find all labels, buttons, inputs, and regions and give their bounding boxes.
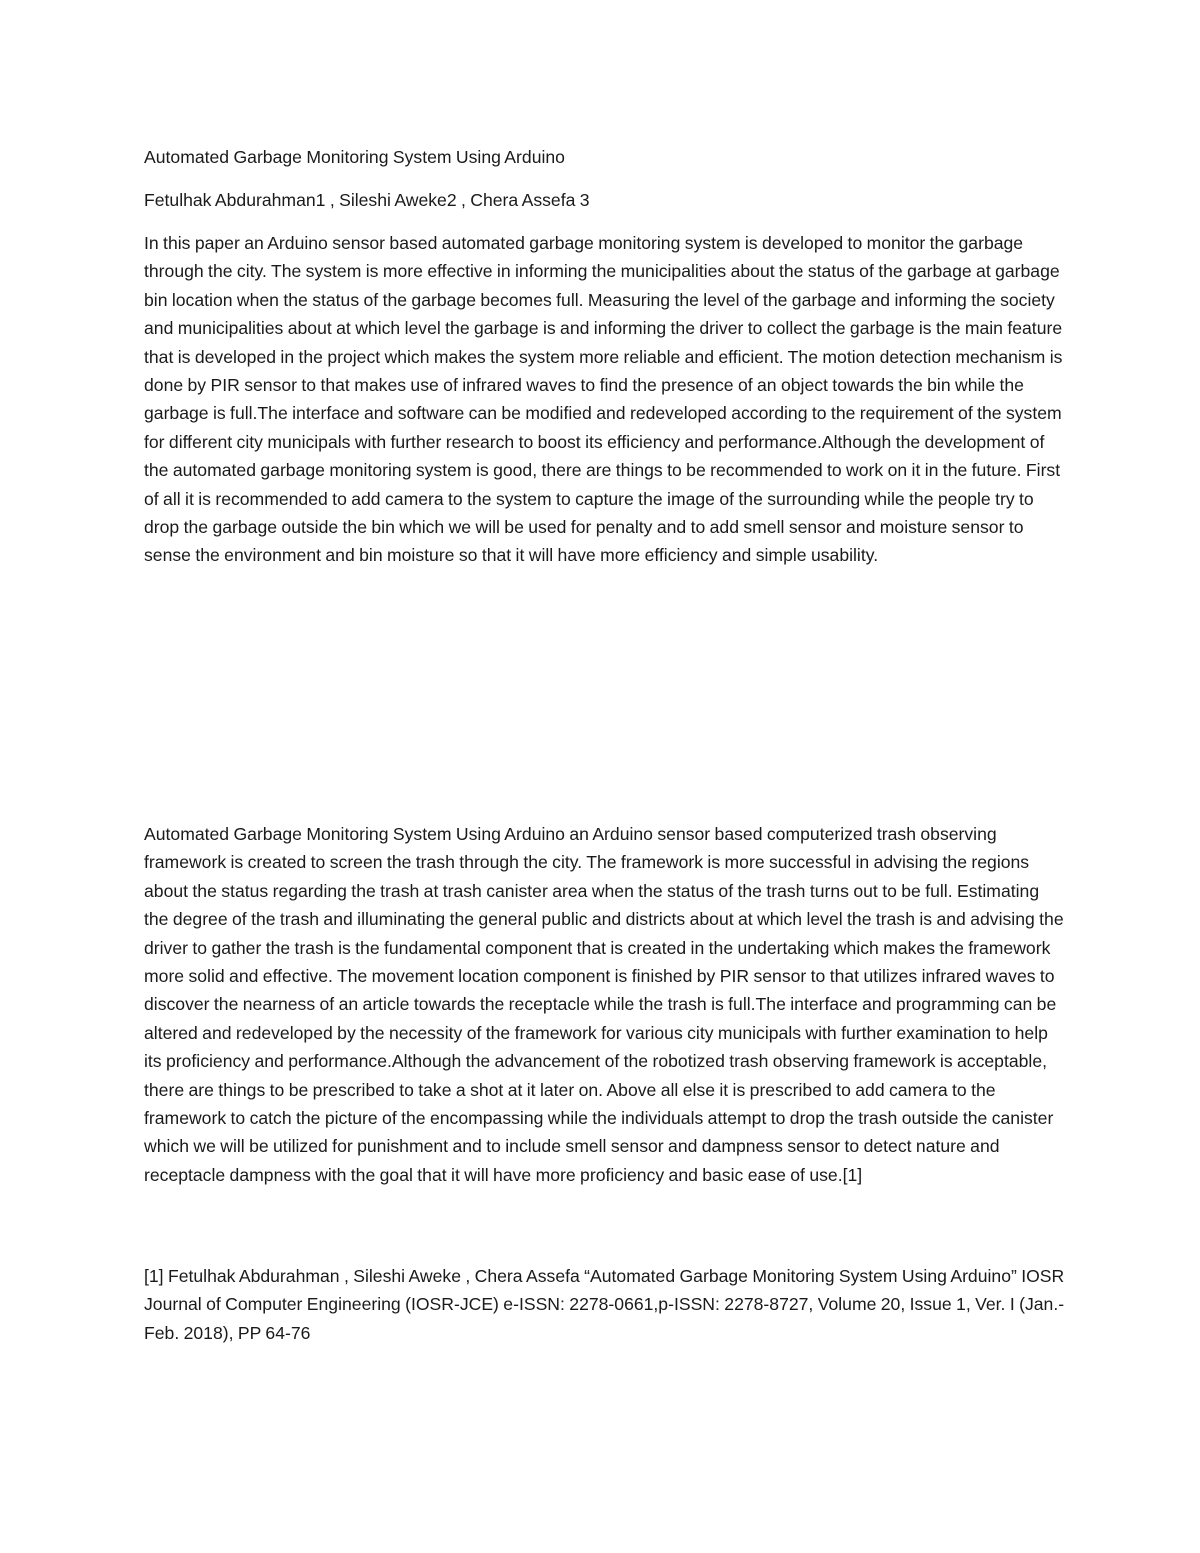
- reference-citation: [1] Fetulhak Abdurahman , Sileshi Aweke , Chera Assefa “Automated Garbage Monitoring System Using Arduino” IOSR Journal of Computer Engineering (IOSR-JCE) e-ISSN: 2278-0661,p-ISSN: 2278-8727, Volume 20, Issue 1, Ver. I (Jan.- Feb. 2018), PP 64-76: [144, 1266, 1065, 1343]
- abstract-paragraph: In this paper an Arduino sensor based automated garbage monitoring system is developed to monitor the garbage through the city. The system is more effective in informing the municipalities about the status of the garbage at garbage bin location when the status of the garbage becomes full. Measuring the level of the garbage and informing the society and municipalities about at which level the garbage is and informing the driver to collect the garbage is the main feature that is developed in the project which makes the system more reliable and efficient. The motion detection mechanism is done by PIR sensor to that makes use of infrared waves to find the presence of an object towards the bin while the garbage is full.The interface and software can be modified and redeveloped according to the requirement of the system for different city municipals with further research to boost its efficiency and performance.Although the development of the automated garbage monitoring system is good, there are things to be recommended to work on it in the future. First of all it is recommended to add camera to the system to capture the image of the surrounding while the people try to drop the garbage outside the bin which we will be used for penalty and to add smell sensor and moisture sensor to sense the environment and bin moisture so that it will have more efficiency and simple usability.: [144, 233, 1063, 566]
- author-list: Fetulhak Abdurahman1 , Sileshi Aweke2 , Chera Assefa 3: [144, 190, 590, 210]
- paraphrased-paragraph: Automated Garbage Monitoring System Using Arduino an Arduino sensor based computerized trash observing framework is created to screen the trash through the city. The framework is more successful in advising the regions about the status regarding the trash at trash canister area when the status of the trash turns out to be full. Estimating the degree of the trash and illuminating the general public and districts about at which level the trash is and advising the driver to gather the trash is the fundamental component that is created in the undertaking which makes the framework more solid and effective. The movement location component is finished by PIR sensor to that utilizes infrared waves to discover the nearness of an article towards the receptacle while the trash is full.The interface and programming can be altered and redeveloped by the necessity of the framework for various city municipals with further examination to help its proficiency and performance.Although the advancement of the robotized trash observing framework is acceptable, there are things to be prescribed to take a shot at it later on. Above all else it is prescribed to add camera to the framework to catch the picture of the encompassing while the individuals attempt to drop the trash outside the canister which we will be utilized for punishment and to include smell sensor and dampness sensor to detect nature and receptacle dampness with the goal that it will have more proficiency and basic ease of use.[1]: [144, 824, 1064, 1185]
- document-title: Automated Garbage Monitoring System Using Arduino: [144, 147, 565, 167]
